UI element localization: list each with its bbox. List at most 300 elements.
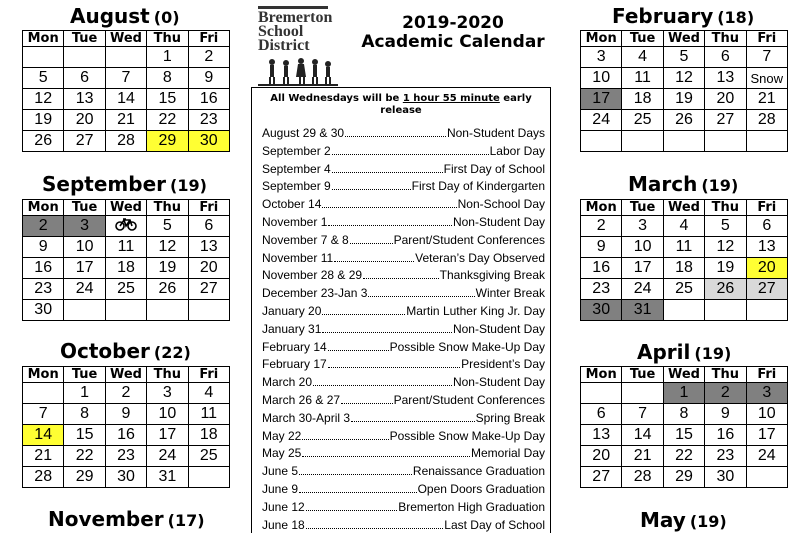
dot-leader bbox=[345, 124, 446, 137]
day-cell: 17 bbox=[64, 258, 105, 279]
week-row bbox=[581, 237, 788, 258]
day-cell: 20 bbox=[64, 110, 105, 131]
day-cell: 1 bbox=[64, 383, 105, 404]
weekday-header: Mon bbox=[23, 31, 64, 47]
weekday-header: Fri bbox=[746, 31, 787, 47]
week-row bbox=[23, 47, 230, 68]
weekday-header-row bbox=[581, 200, 788, 216]
weekday-header: Thu bbox=[147, 200, 188, 216]
day-cell: 28 bbox=[23, 467, 64, 488]
event-name: Non-Student Days bbox=[446, 126, 545, 140]
day-cell: 18 bbox=[663, 258, 704, 279]
weekday-header-row bbox=[581, 367, 788, 383]
weekday-header: Fri bbox=[188, 200, 229, 216]
calendar-september bbox=[22, 199, 230, 321]
weekday-header: Mon bbox=[581, 200, 622, 216]
event-row bbox=[262, 391, 545, 409]
day-cell: 26 bbox=[705, 279, 746, 300]
week-row bbox=[581, 425, 788, 446]
week-row bbox=[581, 258, 788, 279]
day-cell: 16 bbox=[188, 89, 229, 110]
week-row bbox=[581, 110, 788, 131]
week-row bbox=[23, 216, 230, 237]
day-cell: 12 bbox=[663, 68, 704, 89]
dot-leader bbox=[328, 355, 460, 368]
day-cell: 16 bbox=[705, 425, 746, 446]
month-title-november: November (17) bbox=[48, 507, 205, 531]
day-cell: 7 bbox=[622, 404, 663, 425]
week-row bbox=[581, 279, 788, 300]
week-row bbox=[581, 68, 788, 89]
event-name: Thanksgiving Break bbox=[439, 268, 545, 283]
week-row bbox=[23, 425, 230, 446]
event-name: Veteran’s Day Observed bbox=[415, 250, 545, 265]
day-cell: 5 bbox=[23, 68, 64, 89]
weekday-header: Wed bbox=[105, 367, 146, 383]
calendar-title bbox=[345, 14, 561, 52]
event-name: Labor Day bbox=[489, 143, 545, 158]
day-cell: 10 bbox=[622, 237, 663, 258]
dot-leader bbox=[332, 160, 443, 173]
calendar-march bbox=[580, 199, 788, 321]
day-cell: 8 bbox=[663, 404, 704, 425]
day-cell: 4 bbox=[622, 47, 663, 68]
weekday-header: Fri bbox=[746, 200, 787, 216]
event-row bbox=[262, 266, 545, 284]
day-cell: 21 bbox=[622, 446, 663, 467]
week-row bbox=[581, 446, 788, 467]
event-name: Possible Snow Make-Up Day bbox=[389, 339, 545, 354]
day-cell: 23 bbox=[105, 446, 146, 467]
children-silhouette-icon bbox=[258, 56, 338, 86]
weekday-header: Mon bbox=[581, 367, 622, 383]
day-cell: 29 bbox=[663, 467, 704, 488]
day-cell: 21 bbox=[23, 446, 64, 467]
day-cell: 13 bbox=[64, 89, 105, 110]
day-cell: 20 bbox=[746, 258, 787, 279]
event-date: October 14 bbox=[262, 197, 322, 212]
day-cell: 27 bbox=[64, 131, 105, 152]
dot-leader bbox=[306, 516, 444, 529]
day-cell: 1 bbox=[147, 47, 188, 68]
events-panel bbox=[251, 87, 551, 533]
day-cell: 24 bbox=[622, 279, 663, 300]
day-cell: 16 bbox=[23, 258, 64, 279]
dot-leader bbox=[332, 177, 411, 190]
day-cell: 2 bbox=[23, 216, 64, 237]
event-date: August 29 & 30 bbox=[262, 126, 345, 140]
week-row bbox=[23, 237, 230, 258]
day-cell: 29 bbox=[64, 467, 105, 488]
day-cell: 8 bbox=[64, 404, 105, 425]
day-cell: 25 bbox=[622, 110, 663, 131]
event-date: December 23-Jan 3 bbox=[262, 286, 368, 301]
day-cell: 23 bbox=[705, 446, 746, 467]
event-date: June 5 bbox=[262, 464, 299, 479]
dot-leader bbox=[334, 249, 414, 262]
day-cell: 24 bbox=[746, 446, 787, 467]
dot-leader bbox=[363, 266, 439, 279]
day-cell: 11 bbox=[188, 404, 229, 425]
day-cell: 20 bbox=[188, 258, 229, 279]
month-title-september: September (19) bbox=[42, 172, 207, 196]
title-year: 2019-2020 bbox=[402, 13, 504, 33]
event-date: February 17 bbox=[262, 357, 327, 372]
day-cell bbox=[663, 300, 704, 321]
day-cell bbox=[581, 383, 622, 404]
title-subtitle: Academic Calendar bbox=[361, 32, 545, 52]
day-cell: 11 bbox=[622, 68, 663, 89]
day-cell: 31 bbox=[147, 467, 188, 488]
dot-leader bbox=[332, 142, 489, 155]
event-name: Parent/Student Conferences bbox=[393, 232, 545, 247]
day-cell: 23 bbox=[23, 279, 64, 300]
week-row bbox=[23, 300, 230, 321]
day-cell bbox=[622, 131, 663, 152]
event-date: June 18 bbox=[262, 517, 305, 532]
day-cell: 13 bbox=[705, 68, 746, 89]
weekday-header: Thu bbox=[705, 200, 746, 216]
day-cell: 16 bbox=[105, 425, 146, 446]
day-cell bbox=[581, 131, 622, 152]
day-cell: 30 bbox=[105, 467, 146, 488]
day-cell bbox=[663, 131, 704, 152]
day-cell: 12 bbox=[23, 89, 64, 110]
day-cell: 5 bbox=[705, 216, 746, 237]
logo-line-3: District bbox=[258, 37, 310, 54]
week-row bbox=[23, 467, 230, 488]
day-cell: 5 bbox=[663, 47, 704, 68]
event-date: June 12 bbox=[262, 499, 305, 514]
event-date: March 20 bbox=[262, 375, 313, 390]
event-name: Winter Break bbox=[475, 286, 545, 301]
logo-line-1: Bremerton bbox=[258, 9, 333, 26]
day-cell: 17 bbox=[622, 258, 663, 279]
dot-leader bbox=[322, 320, 452, 333]
day-cell: 2 bbox=[705, 383, 746, 404]
day-cell: 30 bbox=[23, 300, 64, 321]
event-row bbox=[262, 409, 545, 427]
weekday-header: Thu bbox=[705, 31, 746, 47]
dot-leader bbox=[341, 391, 393, 404]
day-cell: 27 bbox=[581, 467, 622, 488]
day-cell: 27 bbox=[188, 279, 229, 300]
day-cell: 26 bbox=[23, 131, 64, 152]
day-cell: 20 bbox=[581, 446, 622, 467]
day-cell bbox=[746, 467, 787, 488]
month-title-march: March (19) bbox=[628, 172, 739, 196]
weekday-header: Tue bbox=[64, 200, 105, 216]
day-cell: 9 bbox=[188, 68, 229, 89]
weekday-header: Fri bbox=[188, 31, 229, 47]
day-cell: 14 bbox=[622, 425, 663, 446]
weekday-header: Thu bbox=[147, 367, 188, 383]
event-name: Non-Student Day bbox=[452, 321, 545, 336]
day-cell: 2 bbox=[188, 47, 229, 68]
logo-line-2: School bbox=[258, 23, 304, 40]
event-name: Renaissance Graduation bbox=[412, 464, 545, 479]
day-cell: 10 bbox=[147, 404, 188, 425]
dot-leader bbox=[313, 373, 452, 386]
day-cell: 7 bbox=[23, 404, 64, 425]
day-cell bbox=[147, 300, 188, 321]
day-cell: 5 bbox=[147, 216, 188, 237]
month-title-may: May (19) bbox=[640, 508, 727, 532]
day-cell: 25 bbox=[663, 279, 704, 300]
weekday-header: Fri bbox=[746, 367, 787, 383]
event-name: Spring Break bbox=[475, 410, 545, 425]
day-cell: 12 bbox=[147, 237, 188, 258]
day-cell: 10 bbox=[64, 237, 105, 258]
day-cell bbox=[746, 300, 787, 321]
day-cell bbox=[64, 47, 105, 68]
day-cell: 24 bbox=[64, 279, 105, 300]
day-cell: 28 bbox=[105, 131, 146, 152]
event-date: June 9 bbox=[262, 482, 299, 496]
dot-leader bbox=[368, 284, 474, 297]
calendar-february bbox=[580, 30, 788, 152]
day-cell: 6 bbox=[746, 216, 787, 237]
event-date: November 11 bbox=[262, 250, 334, 265]
dot-leader bbox=[302, 427, 388, 440]
weekday-header: Tue bbox=[622, 367, 663, 383]
event-date: September 4 bbox=[262, 161, 331, 176]
day-cell: 27 bbox=[705, 110, 746, 131]
week-row bbox=[581, 404, 788, 425]
event-name: Memorial Day bbox=[470, 446, 545, 461]
event-row bbox=[262, 427, 545, 445]
day-cell: 30 bbox=[705, 467, 746, 488]
day-cell: 15 bbox=[663, 425, 704, 446]
weekday-header: Fri bbox=[188, 367, 229, 383]
week-row bbox=[23, 404, 230, 425]
dot-leader bbox=[350, 231, 393, 244]
event-date: March 30-April 3 bbox=[262, 410, 351, 425]
weekday-header: Tue bbox=[64, 31, 105, 47]
event-date: November 28 & 29 bbox=[262, 268, 363, 283]
day-cell: 3 bbox=[581, 47, 622, 68]
event-row bbox=[262, 160, 545, 178]
event-date: November 7 & 8 bbox=[262, 232, 349, 247]
day-cell bbox=[105, 300, 146, 321]
week-row bbox=[581, 216, 788, 237]
dot-leader bbox=[306, 498, 398, 511]
day-cell: 7 bbox=[746, 47, 787, 68]
dot-leader bbox=[322, 302, 405, 315]
event-row bbox=[262, 373, 545, 391]
week-row bbox=[581, 131, 788, 152]
day-cell bbox=[746, 131, 787, 152]
event-row bbox=[262, 498, 545, 516]
week-row bbox=[23, 446, 230, 467]
event-row bbox=[262, 142, 545, 160]
week-row bbox=[581, 383, 788, 404]
event-name: Non-Student Day bbox=[452, 375, 545, 390]
day-cell: 26 bbox=[147, 279, 188, 300]
weekday-header-row bbox=[23, 200, 230, 216]
dot-leader bbox=[328, 213, 452, 226]
day-cell: 22 bbox=[64, 446, 105, 467]
day-cell: 3 bbox=[746, 383, 787, 404]
day-cell: 9 bbox=[581, 237, 622, 258]
day-cell: 16 bbox=[581, 258, 622, 279]
day-cell: 8 bbox=[147, 68, 188, 89]
weekday-header: Wed bbox=[663, 31, 704, 47]
event-name: Martin Luther King Jr. Day bbox=[406, 304, 545, 318]
event-date: May 22 bbox=[262, 428, 302, 443]
week-row bbox=[23, 89, 230, 110]
day-cell bbox=[705, 131, 746, 152]
weekday-header-row bbox=[23, 31, 230, 47]
day-cell: 20 bbox=[705, 89, 746, 110]
day-cell bbox=[188, 467, 229, 488]
weekday-header: Tue bbox=[622, 31, 663, 47]
day-cell: 18 bbox=[188, 425, 229, 446]
day-cell bbox=[23, 383, 64, 404]
day-cell: Snow bbox=[746, 68, 787, 89]
day-cell: 19 bbox=[705, 258, 746, 279]
week-row bbox=[581, 47, 788, 68]
weekday-header: Mon bbox=[581, 31, 622, 47]
day-cell: 14 bbox=[23, 425, 64, 446]
day-cell: 17 bbox=[581, 89, 622, 110]
day-cell: 29 bbox=[147, 131, 188, 152]
day-cell: 11 bbox=[663, 237, 704, 258]
day-cell: 6 bbox=[188, 216, 229, 237]
event-name: Open Doors Graduation bbox=[417, 482, 545, 496]
event-name: Non-School Day bbox=[457, 197, 545, 212]
early-release-duration: 1 hour 55 minute bbox=[402, 93, 500, 104]
day-cell: 14 bbox=[105, 89, 146, 110]
day-cell bbox=[105, 47, 146, 68]
calendar-april bbox=[580, 366, 788, 488]
event-row bbox=[262, 462, 545, 480]
week-row bbox=[23, 279, 230, 300]
day-cell: 9 bbox=[105, 404, 146, 425]
event-row bbox=[262, 302, 545, 320]
weekday-header: Wed bbox=[105, 31, 146, 47]
event-row bbox=[262, 284, 545, 302]
weekday-header: Wed bbox=[663, 367, 704, 383]
event-name: Bremerton High Graduation bbox=[398, 499, 545, 514]
day-cell: 17 bbox=[746, 425, 787, 446]
day-cell: 10 bbox=[581, 68, 622, 89]
event-row bbox=[262, 124, 545, 142]
day-cell: 28 bbox=[746, 110, 787, 131]
day-cell: 13 bbox=[746, 237, 787, 258]
day-cell: 9 bbox=[705, 404, 746, 425]
day-cell: 30 bbox=[188, 131, 229, 152]
month-title-february: February (18) bbox=[612, 4, 755, 28]
dot-leader bbox=[302, 444, 470, 457]
event-row bbox=[262, 444, 545, 462]
event-date: March 26 & 27 bbox=[262, 393, 341, 407]
day-cell: 13 bbox=[188, 237, 229, 258]
event-date: February 14 bbox=[262, 339, 327, 354]
month-title-october: October (22) bbox=[60, 339, 191, 363]
event-name: President’s Day bbox=[461, 357, 545, 372]
day-cell: 13 bbox=[581, 425, 622, 446]
day-cell: 22 bbox=[663, 446, 704, 467]
week-row bbox=[23, 258, 230, 279]
day-cell: 3 bbox=[622, 216, 663, 237]
dot-leader bbox=[351, 409, 475, 422]
day-cell: 1 bbox=[663, 383, 704, 404]
day-cell: 18 bbox=[622, 89, 663, 110]
event-row bbox=[262, 213, 545, 231]
early-release-note: All Wednesdays will be 1 hour 55 minute early release bbox=[270, 93, 532, 116]
day-cell: 21 bbox=[105, 110, 146, 131]
day-cell: 30 bbox=[581, 300, 622, 321]
day-cell: 21 bbox=[746, 89, 787, 110]
month-title-april: April (19) bbox=[637, 340, 732, 364]
event-name: Possible Snow Make-Up Day bbox=[389, 428, 545, 443]
day-cell bbox=[188, 300, 229, 321]
day-cell: 4 bbox=[188, 383, 229, 404]
day-cell: 15 bbox=[147, 89, 188, 110]
week-row bbox=[23, 131, 230, 152]
day-cell: 19 bbox=[147, 258, 188, 279]
day-cell: 3 bbox=[64, 216, 105, 237]
day-cell: 17 bbox=[147, 425, 188, 446]
bicycle-icon bbox=[115, 217, 137, 231]
day-cell: 23 bbox=[581, 279, 622, 300]
event-name: Non-Student Day bbox=[452, 215, 545, 229]
month-title-august: August (0) bbox=[70, 4, 180, 28]
event-row bbox=[262, 338, 545, 356]
dot-leader bbox=[328, 338, 389, 351]
day-cell: 2 bbox=[581, 216, 622, 237]
day-cell bbox=[622, 383, 663, 404]
event-date: September 2 bbox=[262, 143, 331, 158]
event-date: January 20 bbox=[262, 304, 322, 318]
day-cell: 25 bbox=[105, 279, 146, 300]
event-date: January 31 bbox=[262, 321, 322, 336]
calendar-august bbox=[22, 30, 230, 152]
day-cell: 6 bbox=[64, 68, 105, 89]
day-cell: 22 bbox=[147, 110, 188, 131]
day-cell: 7 bbox=[105, 68, 146, 89]
event-date: November 1 bbox=[262, 215, 328, 229]
weekday-header: Wed bbox=[663, 200, 704, 216]
week-row bbox=[23, 110, 230, 131]
event-row bbox=[262, 355, 545, 373]
event-row bbox=[262, 480, 545, 498]
week-row bbox=[23, 68, 230, 89]
event-row bbox=[262, 195, 545, 213]
week-row bbox=[23, 383, 230, 404]
day-cell: 15 bbox=[64, 425, 105, 446]
calendar-october bbox=[22, 366, 230, 488]
event-row bbox=[262, 320, 545, 338]
weekday-header: Thu bbox=[147, 31, 188, 47]
day-cell: 24 bbox=[581, 110, 622, 131]
day-cell: 24 bbox=[147, 446, 188, 467]
day-cell: 18 bbox=[105, 258, 146, 279]
event-row bbox=[262, 231, 545, 249]
day-cell bbox=[705, 300, 746, 321]
bicycle-day-cell bbox=[105, 216, 146, 237]
day-cell: 11 bbox=[105, 237, 146, 258]
event-name: Last Day of School bbox=[444, 517, 545, 532]
event-row bbox=[262, 249, 545, 267]
event-date: May 25 bbox=[262, 446, 302, 461]
day-cell: 3 bbox=[147, 383, 188, 404]
event-row bbox=[262, 516, 545, 534]
week-row bbox=[581, 467, 788, 488]
day-cell: 25 bbox=[188, 446, 229, 467]
day-cell: 19 bbox=[23, 110, 64, 131]
